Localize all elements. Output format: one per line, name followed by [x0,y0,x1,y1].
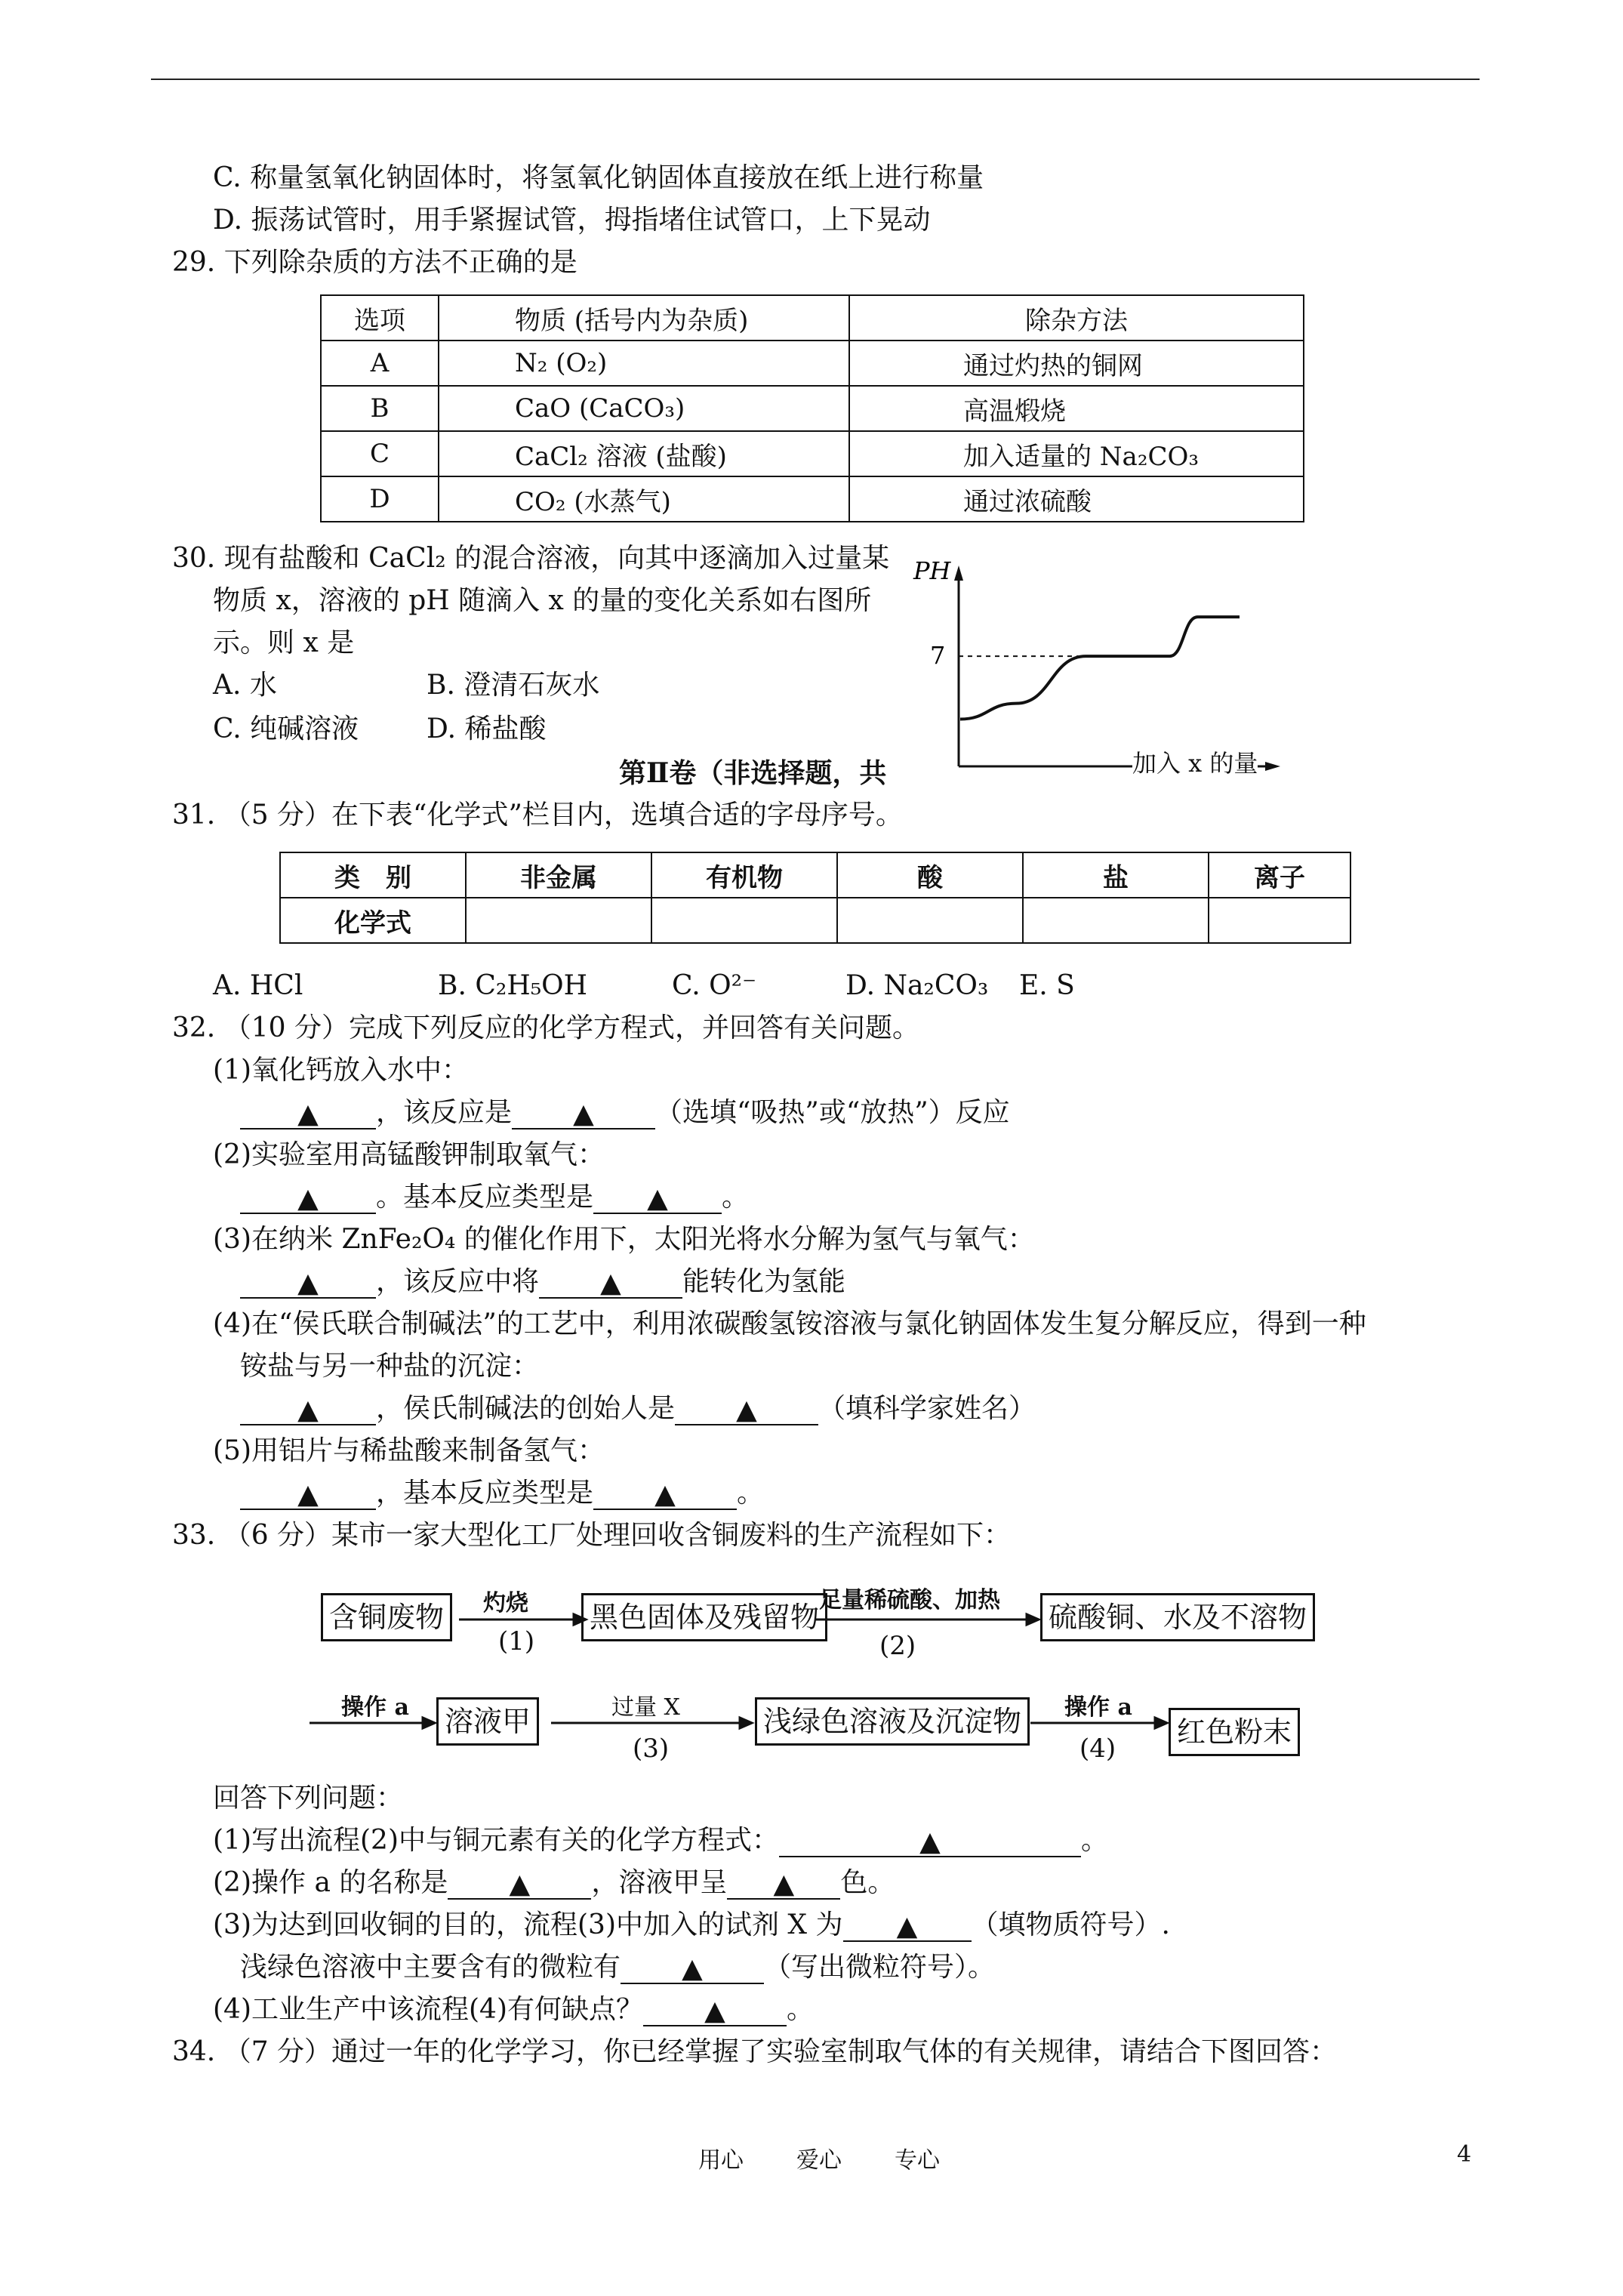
answer-blank[interactable]: ▲ [643,1995,787,2026]
q32-stem: 32. （10 分）完成下列反应的化学方程式，并回答有关问题。 [172,1012,919,1043]
q30-line2: 物质 x，溶液的 pH 随滴入 x 的量的变化关系如右图所 [213,585,872,616]
table-cell: 离子 [1209,852,1350,898]
answer-blank[interactable]: ▲ [779,1826,1081,1857]
q31-option: B. C₂H₅OH [438,970,588,1001]
q34-stem: 34. （7 分）通过一年的化学学习，你已经掌握了实验室制取气体的有关规律，请结合下图回答： [172,2036,1338,2067]
answer-blank[interactable]: ▲ [240,1098,376,1130]
q33-sub2: (2)操作 a 的名称是 ▲ ，溶液甲呈 ▲ 色。 [213,1867,895,1900]
q32-part5-answer: ▲ ，基本反应类型是 ▲ 。 [240,1477,764,1510]
answer-blank[interactable]: ▲ [593,1478,737,1510]
flow-box-green-solution: 浅绿色溶液及沉淀物 [755,1697,1030,1746]
table-header-cell: 除杂方法 [849,295,1304,341]
q33-sub4: (4)工业生产中该流程(4)有何缺点？ ▲ 。 [213,1994,815,2026]
y-ref-label: 7 [930,641,946,670]
footer-text: 专心 [895,2147,940,2174]
q30-option-a: A. 水 [213,670,277,701]
q33-sub3-line2: 浅绿色溶液中主要含有的微粒有 ▲ （写出微粒符号）。 [240,1952,996,1984]
q30-option-b: B. 澄清石灰水 [427,670,600,701]
answer-blank[interactable]: ▲ [240,1182,376,1214]
q31-option: D. Na₂CO₃ [845,970,989,1001]
q31-stem: 31. （5 分）在下表“化学式”栏目内，选填合适的字母序号。 [172,800,903,831]
q30-option-d: D. 稀盐酸 [427,713,547,744]
table-header-cell: 物质 (括号内为杂质) [439,295,849,341]
answer-blank[interactable]: ▲ [240,1267,376,1299]
q30-option-c: C. 纯碱溶液 [213,713,359,744]
q28-option-c: C. 称量氢氧化钠固体时，将氢氧化钠固体直接放在纸上进行称量 [213,162,984,193]
answer-blank[interactable]: ▲ [448,1868,591,1900]
q33-sub3: (3)为达到回收铜的目的，流程(3)中加入的试剂 X 为 ▲ （填物质符号）. [213,1909,1170,1942]
q32-part1-answer: ▲ ，该反应是 ▲ （选填“吸热”或“放热”）反应 [240,1096,1010,1130]
page-number: 4 [1457,2141,1472,2168]
flow-box-solution-a: 溶液甲 [436,1697,539,1746]
y-axis-label: PH [913,556,951,585]
step-label: (3) [633,1734,670,1764]
arrow-label-roast: 灼烧 [483,1590,528,1616]
answer-blank[interactable]: ▲ [539,1267,682,1299]
q31-option: C. O²⁻ [672,970,757,1001]
q33-stem: 33. （6 分）某市一家大型化工厂处理回收含铜废料的生产流程如下： [172,1520,1012,1551]
q29-stem: 29. 下列除杂质的方法不正确的是 [172,247,577,278]
table-cell: 类 别 [280,852,466,898]
table-cell: C [321,431,439,476]
table-cell: 非金属 [466,852,651,898]
answer-blank[interactable]: ▲ [621,1952,764,1984]
step-label: (1) [498,1626,535,1657]
answer-blank[interactable]: ▲ [675,1394,818,1425]
q32-part4-answer: ▲ ，侯氏制碱法的创始人是 ▲ （填科学家姓名） [240,1392,1036,1425]
q31-option: E. S [1019,970,1075,1001]
answer-blank[interactable]: ▲ [240,1394,376,1425]
q31-option: A. HCl [213,970,303,1001]
footer-text: 爱心 [796,2147,842,2174]
arrow-label-excess-x: 过量 X [611,1694,680,1721]
table-cell: CaCl₂ 溶液 (盐酸) [439,431,849,476]
section-2-title: 第Ⅱ卷（非选择题，共 [619,757,887,789]
q30-line1: 30. 现有盐酸和 CaCl₂ 的混合溶液，向其中逐滴加入过量某 [172,543,890,574]
arrow-head [740,1718,752,1728]
table-cell: 加入适量的 Na₂CO₃ [849,431,1304,476]
table-cell: N₂ (O₂) [439,341,849,386]
answer-blank[interactable]: ▲ [843,1910,972,1942]
q32-part3-answer: ▲ ，该反应中将 ▲ 能转化为氢能 [240,1265,845,1299]
step-label: (2) [879,1631,916,1661]
arrow-head [1155,1718,1167,1728]
answer-blank[interactable]: ▲ [727,1868,840,1900]
arrow-head [1027,1614,1039,1625]
table-cell: D [321,476,439,522]
answer-blank[interactable]: ▲ [512,1098,655,1130]
flow-box-copper-waste: 含铜废物 [321,1593,452,1641]
arrow-label-operation: 操作 a [341,1694,409,1721]
q33-sub1: (1)写出流程(2)中与铜元素有关的化学方程式： ▲ 。 [213,1825,1109,1857]
arrow-label-acid: 足量稀硫酸、加热 [819,1587,1000,1613]
flow-box-copper-sulfate: 硫酸铜、水及不溶物 [1040,1593,1315,1641]
q32-part2-answer: ▲ 。基本反应类型是 ▲ 。 [240,1181,749,1214]
table-cell: CO₂ (水蒸气) [439,476,849,522]
flow-box-black-solid: 黑色固体及残留物 [581,1593,827,1641]
table-cell: 高温煅烧 [849,386,1304,431]
flow-box-red-powder: 红色粉末 [1169,1708,1300,1756]
table-cell: 化学式 [280,898,466,943]
q32-part3: (3)在纳米 ZnFe₂O₄ 的催化作用下，太阳光将水分解为氢气与氧气： [213,1224,1035,1255]
q33-answer-intro: 回答下列问题： [213,1783,404,1814]
q32-part2: (2)实验室用高锰酸钾制取氧气： [213,1139,605,1170]
table-cell: 盐 [1023,852,1209,898]
arrow-label-operation: 操作 a [1064,1694,1132,1721]
table-cell: CaO (CaCO₃) [439,386,849,431]
table-cell: A [321,341,439,386]
q32-part4-line1: (4)在“侯氏联合制碱法”的工艺中，利用浓碳酸氢铵溶液与氯化钠固体发生复分解反应，得到一种 [213,1308,1366,1339]
answer-blank[interactable]: ▲ [240,1478,376,1510]
q32-part1: (1)氧化钙放入水中： [213,1055,469,1086]
q32-part5: (5)用铝片与稀盐酸来制备氢气： [213,1435,605,1466]
x-axis-label: 加入 x 的量 [1132,744,1258,779]
step-label: (4) [1079,1734,1116,1764]
table-cell: 通过浓硫酸 [849,476,1304,522]
table-cell: B [321,386,439,431]
q30-line3: 示。则 x 是 [213,627,355,658]
q28-option-d: D. 振荡试管时，用手紧握试管，拇指堵住试管口，上下晃动 [213,205,931,236]
table-header-cell: 选项 [321,295,439,341]
table-cell: 通过灼热的铜网 [849,341,1304,386]
answer-blank[interactable]: ▲ [593,1182,722,1214]
footer-text: 用心 [698,2147,744,2174]
arrow-head [423,1718,435,1728]
table-cell: 有机物 [651,852,837,898]
table-cell: 酸 [837,852,1023,898]
q32-part4-line2: 铵盐与另一种盐的沉淀： [240,1351,540,1382]
